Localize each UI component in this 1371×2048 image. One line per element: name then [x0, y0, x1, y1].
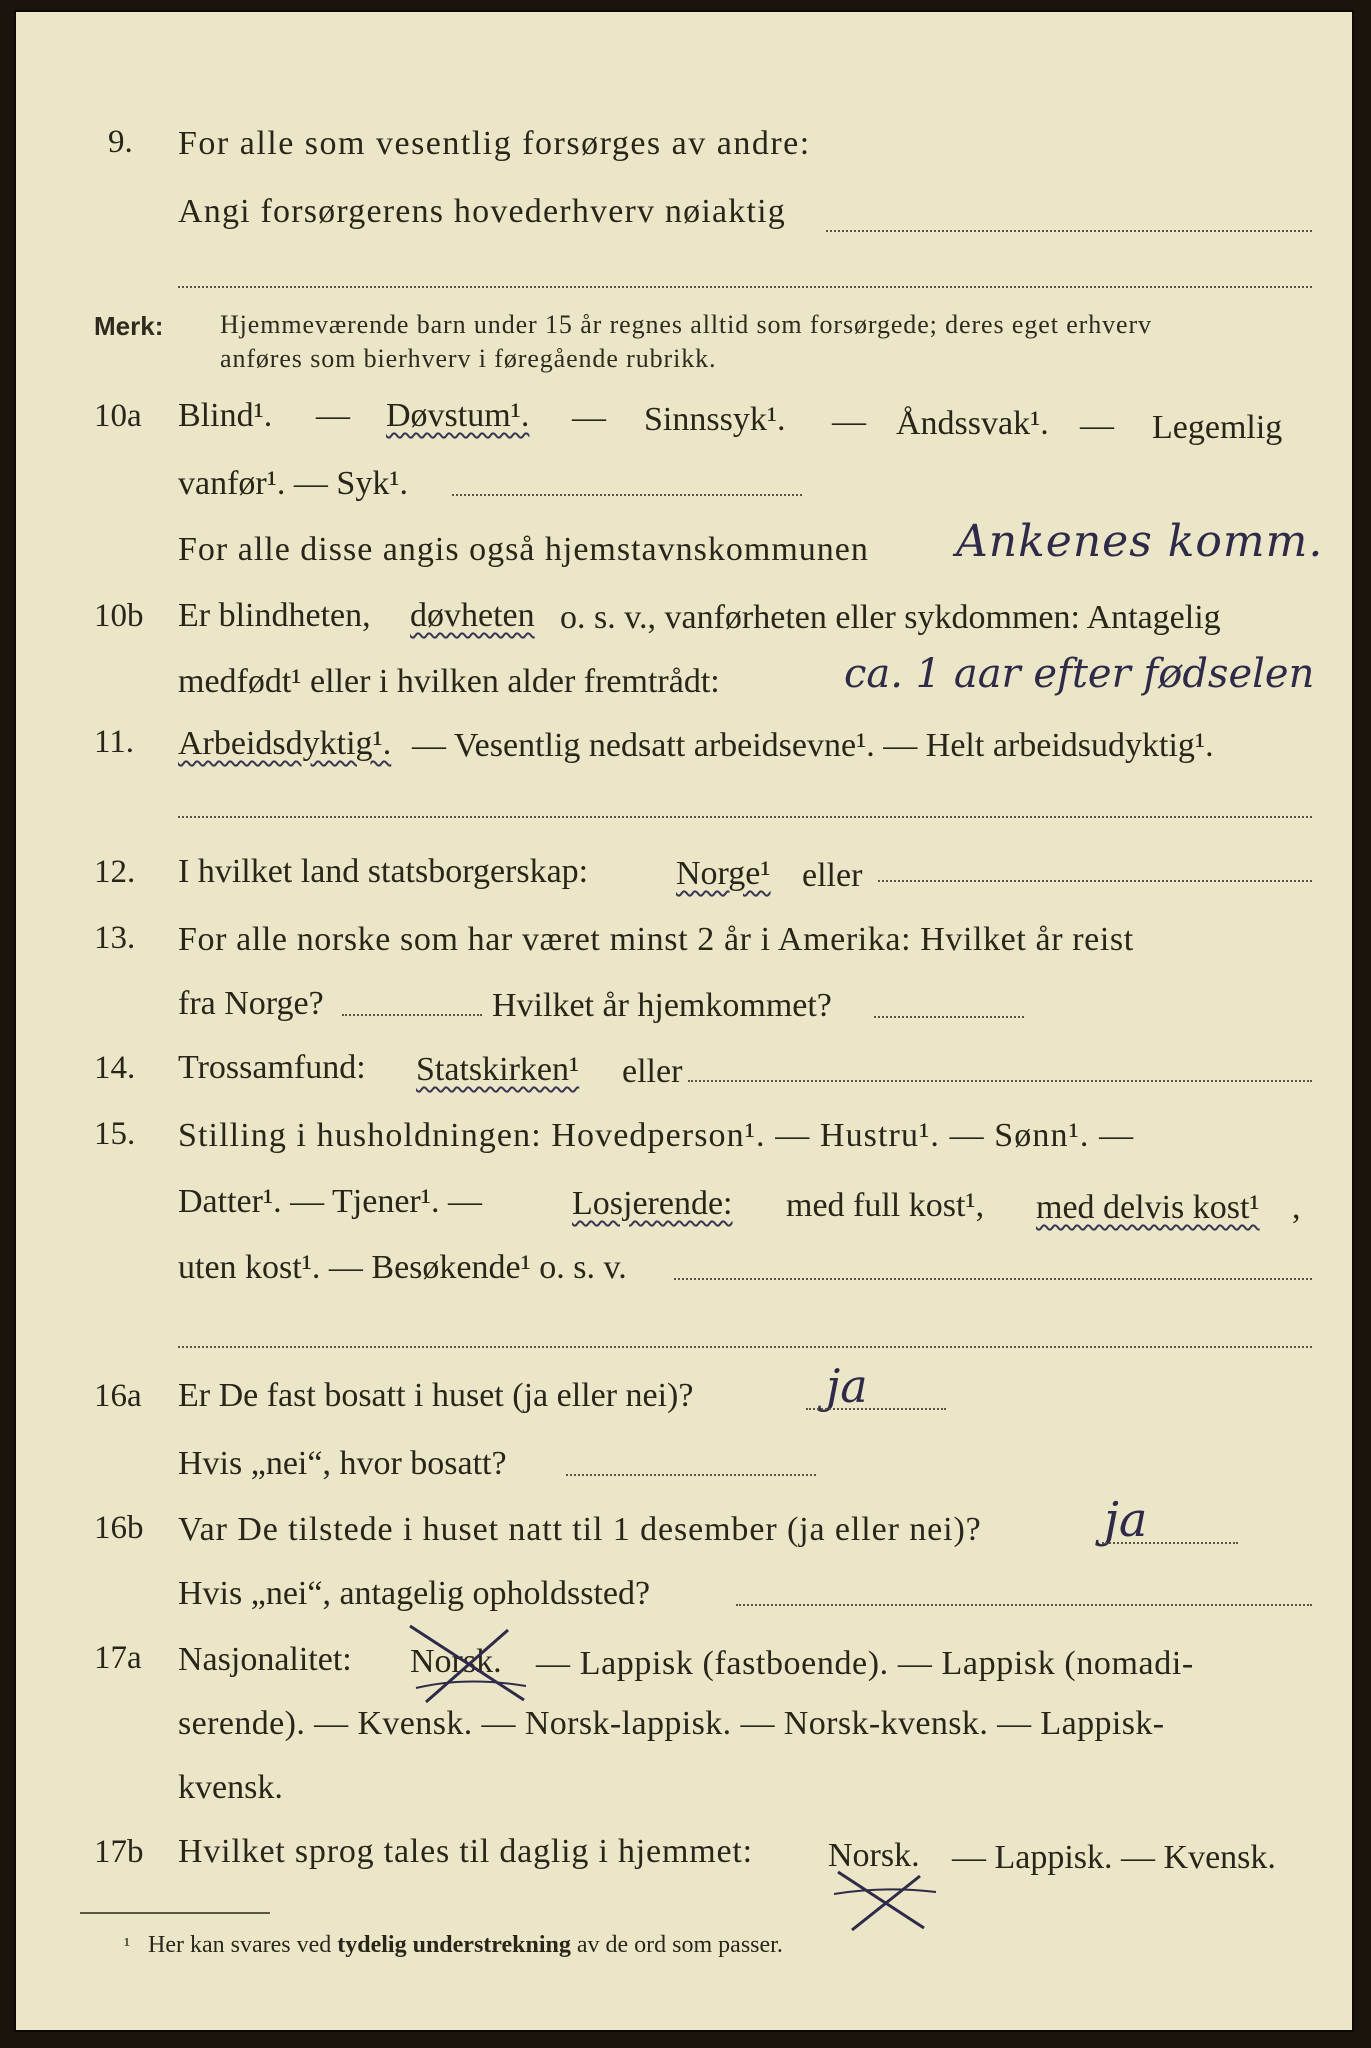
q10a-blind: Blind¹.	[178, 397, 273, 434]
q12-answer-line[interactable]	[878, 880, 1312, 882]
merk-line2: anføres som bierhverv i føregående rubrikk.	[220, 344, 717, 373]
q10a-line3: For alle disse angis også hjemstavnskommunen	[178, 531, 869, 568]
q16a-number: 16a	[94, 1378, 142, 1414]
q10a-number: 10a	[94, 398, 142, 434]
q16b-line1: Var De tilstede i huset natt til 1 desember (ja eller nei)?	[178, 1511, 982, 1548]
q12-text: I hvilket land statsborgerskap:	[178, 853, 589, 890]
q12-number: 12.	[94, 854, 136, 890]
q16a-line2: Hvis „nei“, hvor bosatt?	[178, 1445, 507, 1482]
q17a-label: Nasjonalitet:	[178, 1641, 352, 1678]
q12-eller: eller	[802, 857, 863, 894]
q11-rest: — Vesentlig nedsatt arbeidsevne¹. — Helt arbeidsudyktig¹.	[412, 727, 1214, 764]
q17b-norsk: Norsk.	[828, 1837, 920, 1874]
footnote-text	[148, 1930, 783, 1960]
q17b-text: Hvilket sprog tales til daglig i hjemmet:	[178, 1833, 753, 1870]
q16b-opholdssted-answer-line[interactable]	[736, 1604, 1312, 1606]
q9-line2: Angi forsørgerens hovederhverv nøiaktig	[178, 193, 786, 230]
census-form-page	[14, 10, 1354, 2032]
q13-line2a: fra Norge?	[178, 985, 324, 1022]
q17a-number: 17a	[94, 1640, 142, 1676]
q15-answer-line-2[interactable]	[178, 1346, 1312, 1348]
q10b-line2: medfødt¹ eller i hvilken alder fremtrådt:	[178, 663, 720, 700]
q10b-dovheten: døvheten	[410, 597, 535, 634]
q10a-handwritten-answer: Ankenes komm.	[956, 516, 1324, 567]
q16b-handwritten-answer: ja	[1104, 1492, 1148, 1548]
q9-answer-line[interactable]	[826, 230, 1312, 232]
q16a-line1: Er De fast bosatt i huset (ja eller nei)?	[178, 1377, 694, 1414]
q15-line2a: Datter¹. — Tjener¹. —	[178, 1183, 482, 1220]
q14-number: 14.	[94, 1050, 136, 1086]
q15-comma: ,	[1292, 1189, 1301, 1226]
q17a-norsk: Norsk.	[410, 1643, 502, 1680]
q17a-line3: kvensk.	[178, 1769, 283, 1806]
q13-hjemkommet-answer-line[interactable]	[874, 1016, 1024, 1018]
q12-norge: Norge¹	[676, 855, 771, 892]
q10a-dash-4: —	[1080, 407, 1114, 444]
q10a-syk-answer-line[interactable]	[452, 494, 802, 496]
q13-line2b: Hvilket år hjemkommet?	[492, 987, 832, 1024]
q9-number: 9.	[108, 124, 133, 160]
q10a-dovstum: Døvstum¹.	[386, 397, 530, 434]
q9-line1: For alle som vesentlig forsørges av andre:	[178, 125, 811, 162]
merk-label: Merk:	[94, 311, 164, 341]
q15-answer-line[interactable]	[674, 1278, 1312, 1280]
footnote-bold: tydelig understrekning	[337, 1932, 571, 1958]
q15-number: 15.	[94, 1116, 136, 1152]
q15-line3: uten kost¹. — Besøkende¹ o. s. v.	[178, 1249, 627, 1286]
q15-delvis-kost: med delvis kost¹	[1036, 1189, 1260, 1226]
q15-line2b: med full kost¹,	[786, 1187, 985, 1224]
q16a-handwritten-answer: ja	[826, 1359, 868, 1413]
q11-answer-line[interactable]	[178, 816, 1312, 818]
q10a-line2: vanfør¹. — Syk¹.	[178, 465, 409, 502]
q11-number: 11.	[94, 724, 135, 760]
q17a-line1b: — Lappisk (fastboende). — Lappisk (nomadi-	[536, 1645, 1194, 1682]
q13-reist-answer-line[interactable]	[342, 1014, 482, 1016]
q16b-line2: Hvis „nei“, antagelig opholdssted?	[178, 1575, 651, 1612]
q13-number: 13.	[94, 920, 136, 956]
q10a-andssvak: Åndssvak¹.	[896, 405, 1049, 442]
q17a-cross-mark	[396, 1616, 536, 1712]
q9-answer-line-2[interactable]	[178, 286, 1312, 288]
q10b-line1b: o. s. v., vanførheten eller sykdommen: Antagelig	[560, 599, 1221, 636]
q15-line1: Stilling i husholdningen: Hovedperson¹. — Hustru¹. — Sønn¹. —	[178, 1117, 1135, 1154]
footnote-text-1: Her kan svares ved	[148, 1932, 332, 1958]
footnote-text-2: av de ord som passer.	[576, 1932, 783, 1958]
q16b-answer-line[interactable]	[1102, 1542, 1238, 1544]
q10a-legemlig: Legemlig	[1152, 409, 1283, 446]
merk-line1: Hjemmeværende barn under 15 år regnes alltid som forsørgede; deres eget erhverv	[220, 310, 1152, 339]
q17a-line2: serende). — Kvensk. — Norsk-lappisk. — Norsk-kvensk. — Lappisk-	[178, 1705, 1165, 1742]
q15-losjerende: Losjerende:	[572, 1185, 733, 1222]
q13-line1: For alle norske som har været minst 2 år i Amerika: Hvilket år reist	[178, 921, 1134, 958]
q17b-rest: — Lappisk. — Kvensk.	[952, 1839, 1276, 1876]
q16a-bosatt-answer-line[interactable]	[566, 1474, 816, 1476]
q14-eller: eller	[622, 1053, 683, 1090]
q14-answer-line[interactable]	[688, 1080, 1312, 1082]
q16a-answer-line[interactable]	[806, 1408, 946, 1410]
q16b-number: 16b	[94, 1510, 144, 1546]
q14-text: Trossamfund:	[178, 1049, 366, 1086]
q10a-dash-3: —	[832, 403, 866, 440]
q10a-dash-1: —	[316, 397, 350, 434]
q10a-dash-2: —	[572, 399, 606, 436]
q17b-cross-mark	[824, 1832, 944, 1932]
q11-arbeidsdyktig: Arbeidsdyktig¹.	[178, 725, 392, 762]
footnote-mark: ¹	[124, 1934, 130, 1956]
q10b-number: 10b	[94, 598, 144, 634]
q14-statskirken: Statskirken¹	[416, 1051, 580, 1088]
footnote-separator	[80, 1912, 270, 1914]
q17b-number: 17b	[94, 1834, 144, 1870]
q10b-handwritten-answer: ca. 1 aar efter fødselen	[844, 651, 1315, 697]
q10b-line1a: Er blindheten,	[178, 597, 371, 634]
q10a-sinnssyk: Sinnssyk¹.	[644, 401, 786, 438]
